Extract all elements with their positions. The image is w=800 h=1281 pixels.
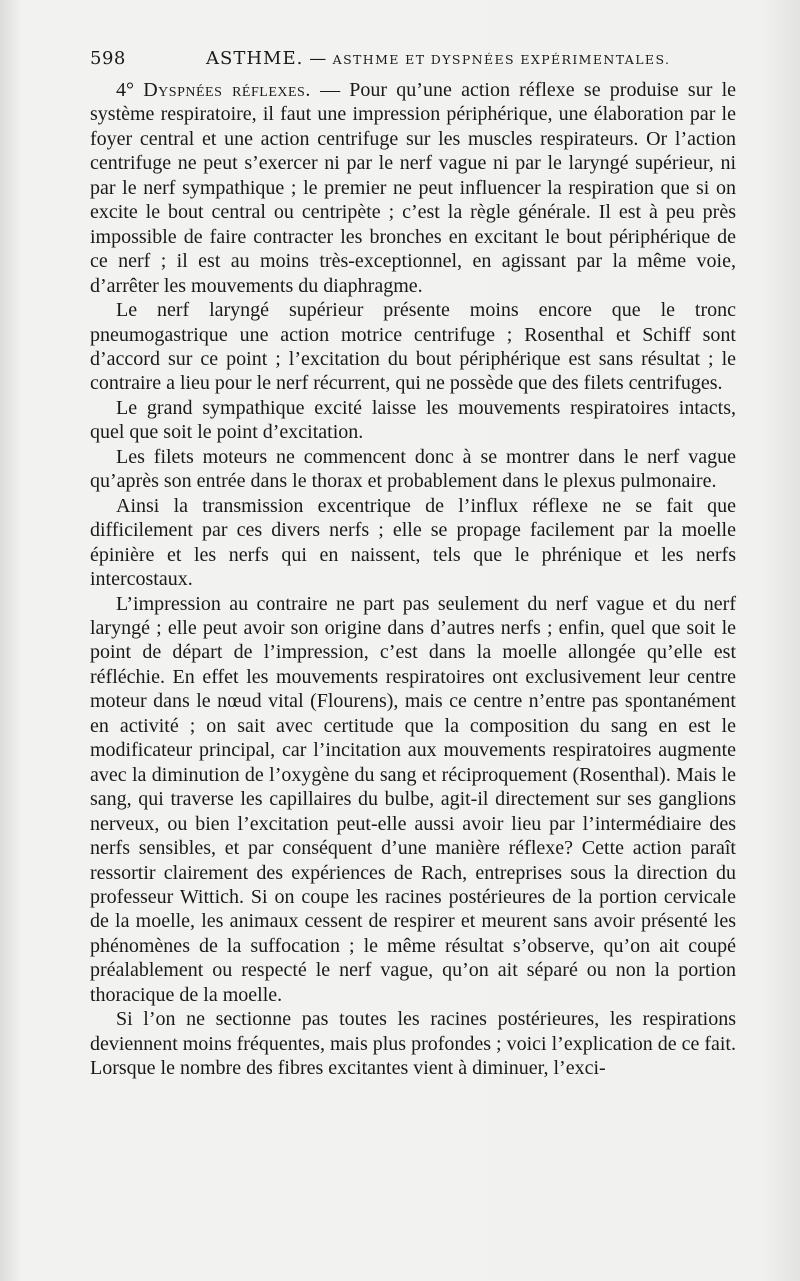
paragraph [90, 78, 736, 298]
paragraph: Si l’on ne sectionne pas toutes les racines postérieures, les respirations deviennent moins fréquentes, mais plus profondes ; voici l’explication de ce fait. Lorsque le nombre des fibres excitantes vient à diminuer, l’exci- [90, 1008, 736, 1080]
running-head [90, 44, 736, 78]
paragraph: L’impression au contraire ne part pas seulement du nerf vague et du nerf laryngé ; elle peut avoir son origine dans d’autres nerfs ; enfin, quel que soit le point de départ de l’impression, c’est dans la moelle allongée qu’elle est réfléchie. En effet les mouvements respiratoires ont exclusivement leur centre moteur dans le nœud vital (Flourens), mais ce centre n’entre pas spontanément en activité ; on sait avec certitude que la composition du sang en est le modificateur principal, car l’incitation aux mouvements respiratoires augmente avec la diminution de l’oxygène du sang et réciproquement (Rosenthal). Mais le sang, qui traverse les capillaires du bulbe, agit-il directement sur ses ganglions nerveux, ou bien l’excitation peut-elle aussi avoir lieu par l’intermédiaire des nerfs sensibles, et par conséquent d’une manière réflexe? Cette action paraît ressortir clairement des expériences de Rach, entreprises sous la direction du professeur Wittich. Si on coupe les racines postérieures de la portion cervicale de la moelle, les animaux cessent de respirer et meurent sans avoir présenté les phénomènes de la suffocation ; le même résultat s’observe, qu’on ait coupé préalablement ou respecté le nerf vague, qu’on ait séparé ou non la portion thoracique de la moelle. [90, 592, 736, 1006]
paragraph: Les filets moteurs ne commencent donc à se montrer dans le nerf vague qu’après son entrée dans le thorax et probablement dans le plexus pulmonaire. [90, 445, 736, 493]
running-title-sub: ASTHME ET DYSPNÉES EXPÉRIMENTALES. [332, 52, 671, 67]
paragraph-text: Pour qu’une action réflexe se produise sur le système respiratoire, il faut une impression périphérique, une élaboration par le foyer central et une action centrifuge sur les muscles respirateurs. Or l’action centrifuge ne peut s’exercer ni par le nerf vague ni par le laryngé supérieur, ni par le nerf sympathique ; le premier ne peut influencer la respiration que si on excite le bout central ou centripète ; c’est la règle générale. Il est à peu près impossible de faire contracter les bronches en excitant le bout périphérique de ce nerf ; il est au moins très-exceptionnel, en agissant par la même voie, d’arrêter les mouvements du diaphragme. [90, 79, 737, 297]
paragraph: Le nerf laryngé supérieur présente moins encore que le tronc pneumogastrique une action motrice centrifuge ; Rosenthal et Schiff sont d’accord sur ce point ; l’excitation du bout périphérique est sans résultat ; le contraire a lieu pour le nerf récurrent, qui ne possède que des filets centrifuges. [90, 299, 736, 395]
section-dash: — [320, 79, 341, 101]
paragraph: Le grand sympathique excité laisse les mouvements respiratoires intacts, quel que soit le point d’excitation. [90, 396, 736, 444]
page-number: 598 [90, 48, 126, 69]
running-title [206, 48, 670, 69]
paragraph: Ainsi la transmission excentrique de l’influx réflexe ne se fait que difficilement par ces divers nerfs ; elle se propage facilement par la moelle épinière et les nerfs qui en naissent, tels que le phrénique et les nerfs intercostaux. [90, 494, 736, 591]
section-heading: Dyspnées réflexes. [143, 79, 311, 101]
section-number: 4° [116, 79, 134, 101]
body-text [90, 78, 736, 1081]
running-title-main: ASTHME. [206, 48, 304, 69]
running-title-separator: — [309, 49, 327, 69]
